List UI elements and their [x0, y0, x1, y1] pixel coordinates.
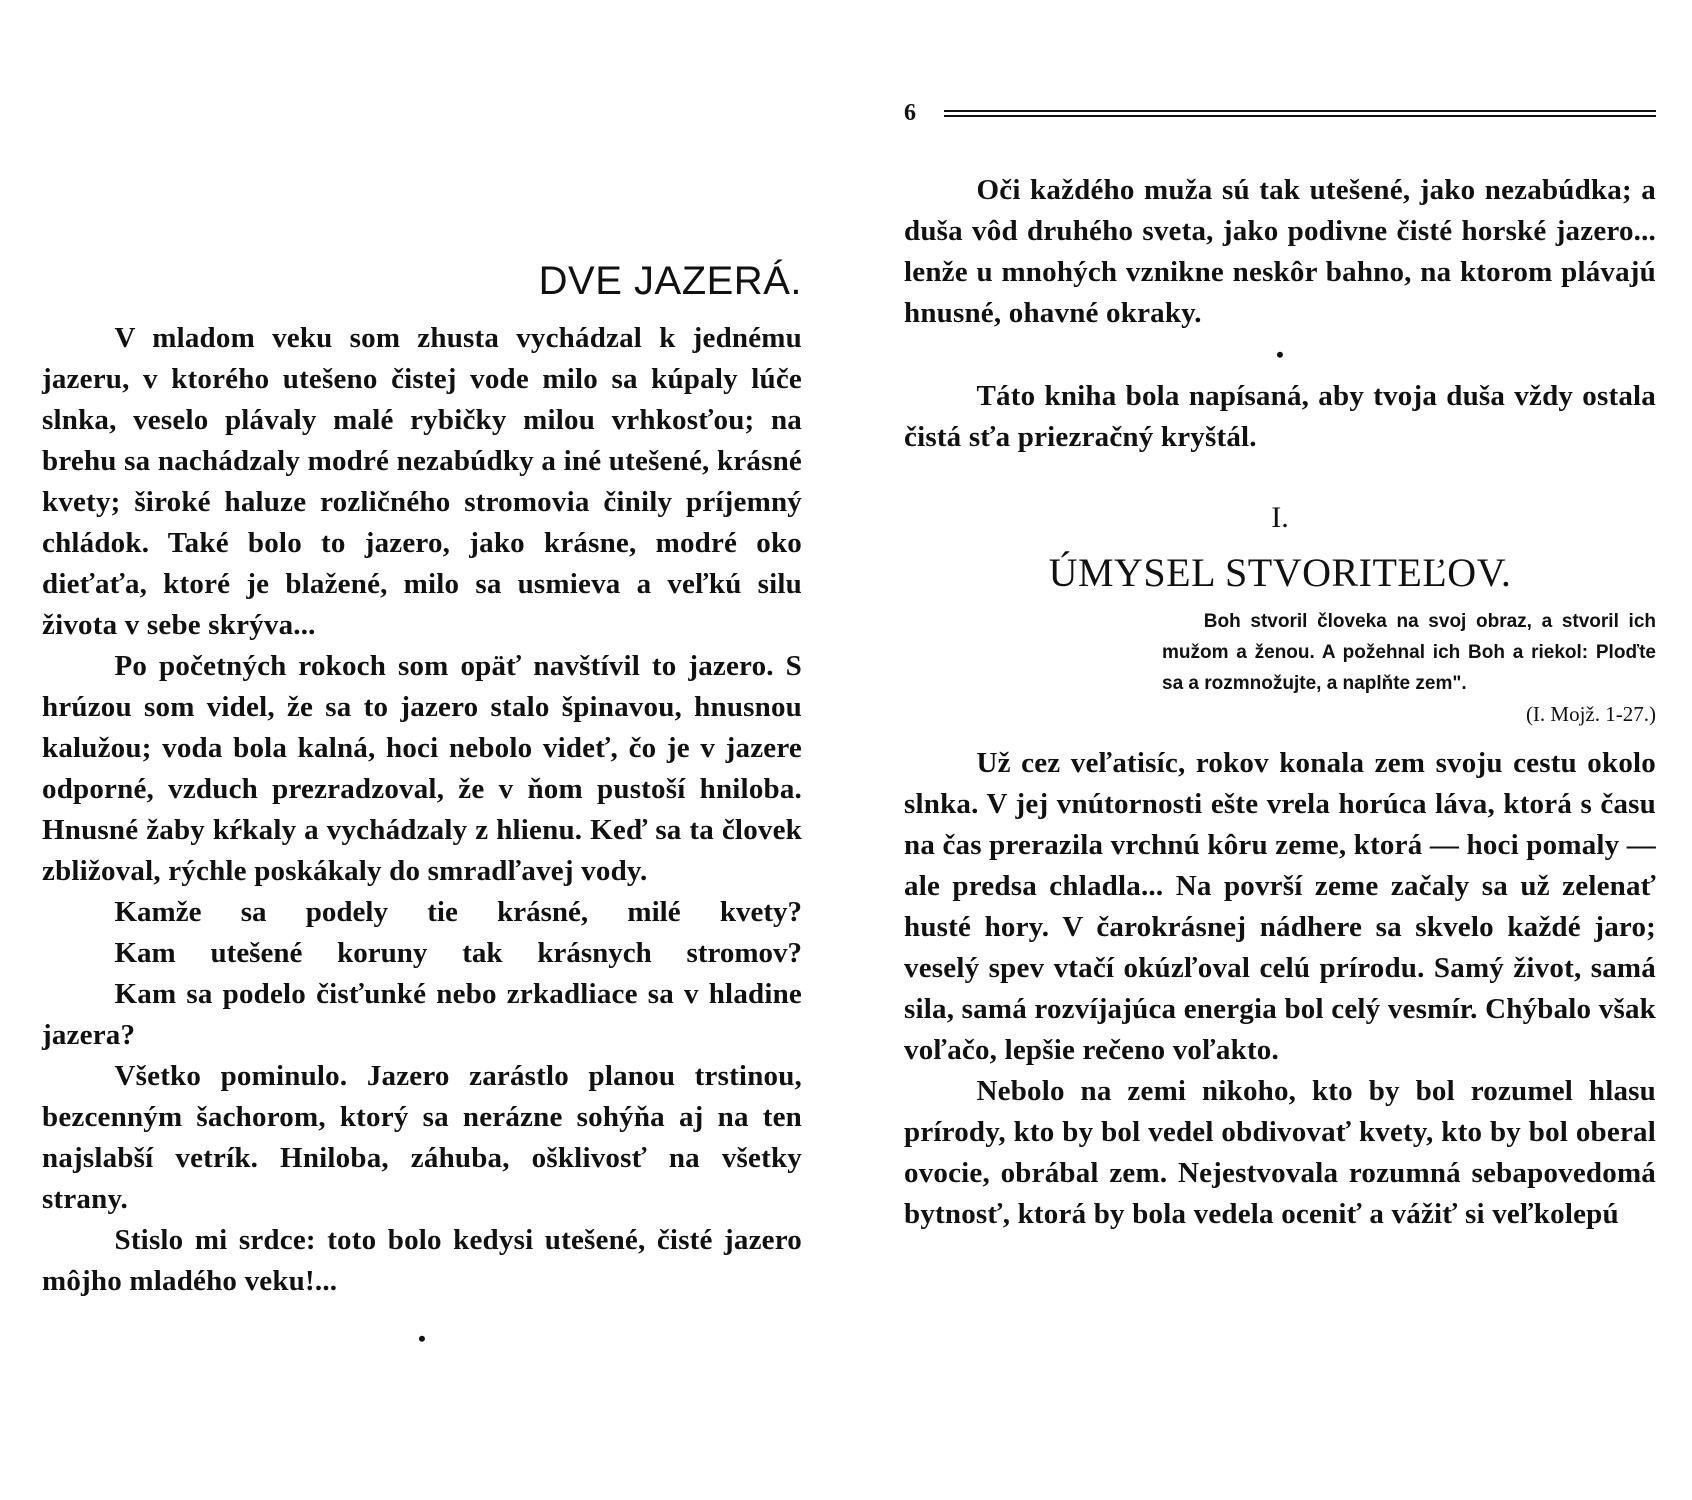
chapter-title: ÚMYSEL STVORITEĽOV.	[1048, 550, 1512, 595]
chapter-number: I.	[1271, 501, 1289, 534]
paragraph-3: Všetko pominulo. Jazero zarástlo planou trstinou, bezcenným šachorom, ktorý sa nerázne sohýňa aj na ten najslabší vetrík. Hniloba, záhuba, ošklivosť na všetky strany.	[42, 1060, 802, 1215]
epigraph-reference: (I. Mojž. 1-27.)	[1525, 702, 1656, 726]
question-1: Kamže sa podely tie krásné, milé kvety?	[114, 896, 802, 928]
chapter-paragraph-2: Nebolo na zemi nikoho, kto by bol rozumel hlasu prírody, kto by bol vedel obdivovať kvety, kto by bol oberal ovocie, obrábal zem. Nejestvovala rozumná sebapovedomá bytnosť, ktorá by bola vedela oceniť a vážiť si veľkolepú	[904, 1075, 1656, 1230]
section-separator: •	[418, 1326, 426, 1351]
question-2: Kam utešené koruny tak krásnych stromov?	[114, 937, 802, 969]
right-column	[904, 170, 1656, 1235]
intro-paragraph: Oči každého muža sú tak utešené, jako nezabúdka; a duša vôd druhého sveta, jako podivne čisté horské jazero... lenže u mnohých vznikne neskôr bahno, na ktorom plávajú hnusné, ohavné okraky.	[904, 174, 1656, 329]
story-title: DVE JAZERÁ.	[538, 259, 802, 303]
left-column	[42, 258, 802, 1354]
epigraph: Boh stvoril človeka na svoj obraz, a stvoril ich mužom a ženou. A požehnal ich Boh a riekol: Ploďte sa a rozmnožujte, a naplňte zem".	[1162, 611, 1656, 694]
header-rule	[944, 110, 1656, 117]
paragraph-4: Stislo mi srdce: toto bolo kedysi utešené, čisté jazero môjho mladého veku!...	[42, 1224, 802, 1297]
paragraph-1: V mladom veku som zhusta vychádzal k jednému jazeru, v ktorého utešeno čistej vode milo sa kúpaly lúče slnka, veselo plávaly malé rybičky milou vrhkosťou; na brehu sa nachádzaly modré nezabúdky a iné utešené, krásné kvety; široké haluze rozličného stromovia činily príjemný chládok. Také bolo to jazero, jako krásne, modré oko dieťaťa, ktoré je blažené, milo sa usmieva a veľkú silu života v sebe skrýva...	[42, 322, 802, 641]
intro-separator: •	[1276, 342, 1284, 367]
paragraph-2: Po početných rokoch som opäť navštívil to jazero. S hrúzou som videl, že sa to jazero stalo špinavou, hnusnou kalužou; voda bola kalná, hoci nebolo videť, čo je v jazere odporné, vzduch prezradzoval, že v ňom pustoší hniloba. Hnusné žaby kŕkaly a vychádzaly z hlienu. Keď sa ta človek zbližoval, rýchle poskákaly do smradľavej vody.	[42, 650, 802, 887]
dedication: Táto kniha bola napísaná, aby tvoja duša vždy ostala čistá sťa priezračný kryštál.	[904, 380, 1656, 453]
question-3: Kam sa podelo čisťunké nebo zrkadliace sa v hladine jazera?	[42, 978, 802, 1051]
right-page	[846, 0, 1692, 1500]
running-header	[904, 98, 1656, 128]
chapter-paragraph-1: Už cez veľatisíc, rokov konala zem svoju cestu okolo slnka. V jej vnútornosti ešte vrela horúca láva, ktorá s času na čas prerazila vrchnú kôru zeme, ktorá — hoci pomaly — ale predsa chladla... Na površí zeme začaly sa už zelenať husté hory. V čarokrásnej nádhere sa skvelo každé jaro; veselý spev vtačí okúzľoval celú prírodu. Samý život, samá sila, samá rozvíjajúca energia bol celý vesmír. Chýbalo však voľačo, lepšie rečeno voľakto.	[904, 747, 1657, 1066]
page-number: 6	[904, 100, 916, 126]
